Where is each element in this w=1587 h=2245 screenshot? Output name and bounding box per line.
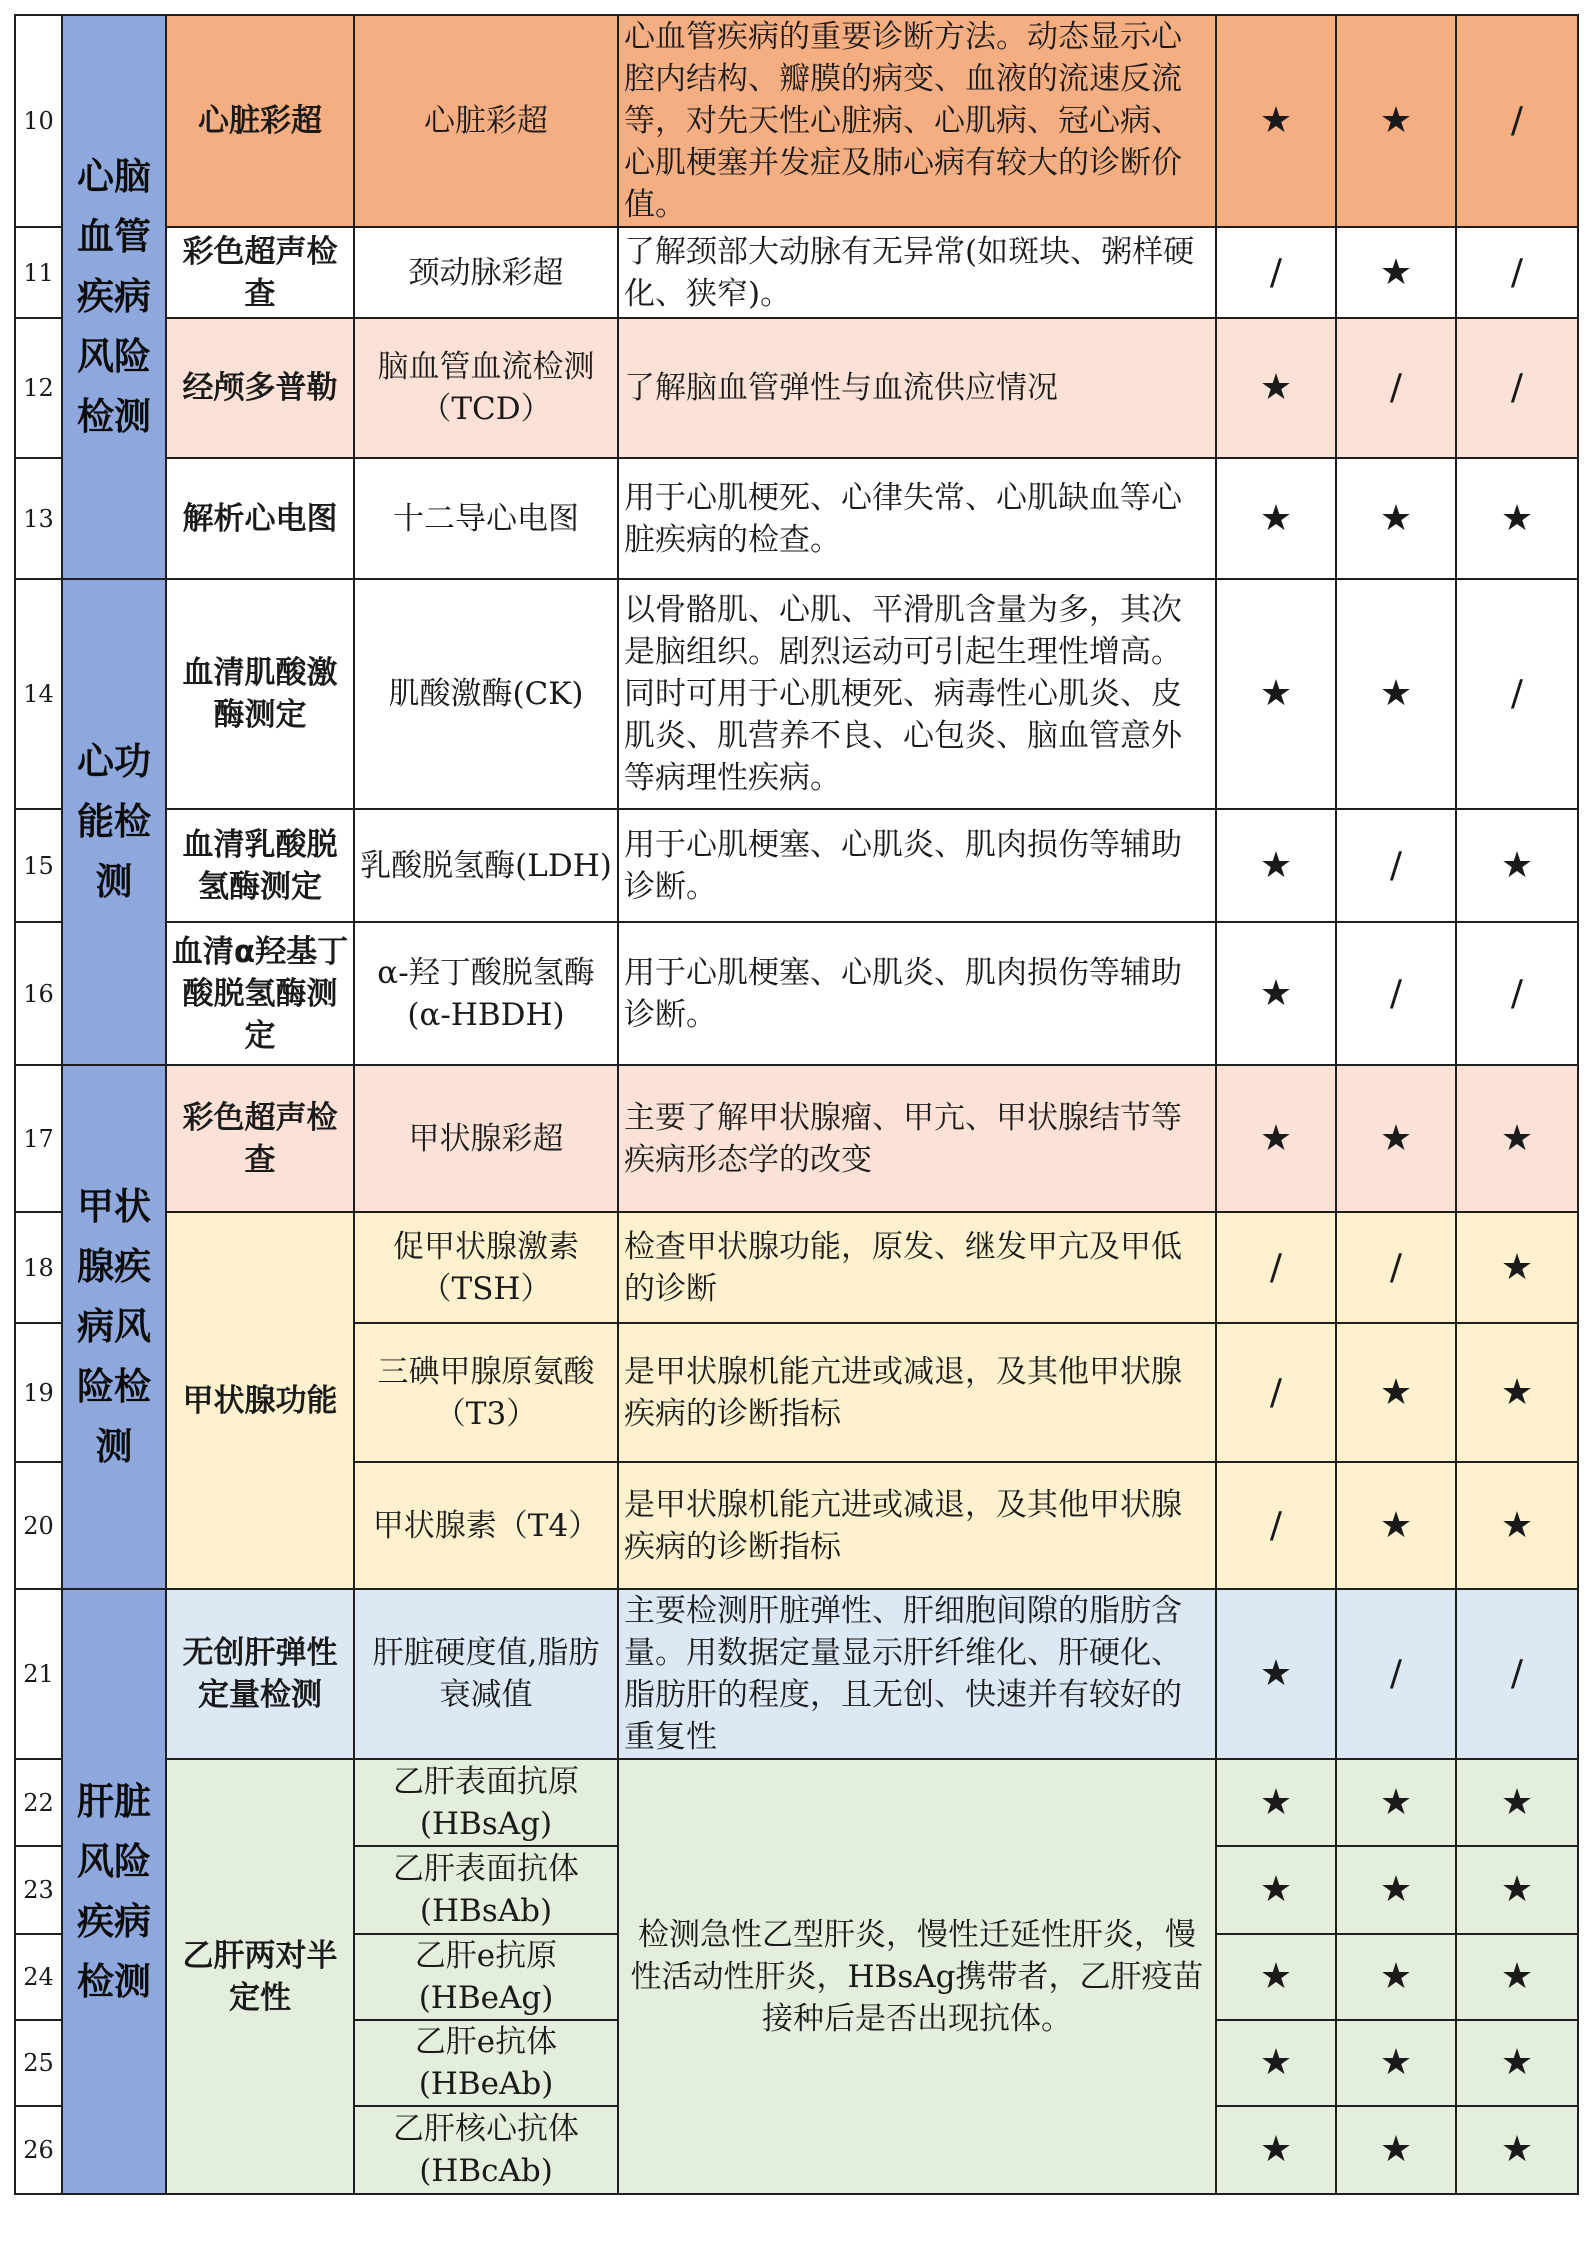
item-description: 是甲状腺机能亢进或减退，及其他甲状腺疾病的诊断指标 xyxy=(618,1462,1216,1589)
row-number: 20 xyxy=(15,1462,62,1589)
package-mark: / xyxy=(1336,922,1456,1065)
row-number: 12 xyxy=(15,318,62,458)
package-mark: / xyxy=(1216,227,1336,318)
package-mark: ★ xyxy=(1456,1462,1578,1589)
row-number: 11 xyxy=(15,227,62,318)
category-heart-function: 心功能检测 xyxy=(62,579,166,1065)
package-mark: / xyxy=(1456,1589,1578,1759)
row-number: 18 xyxy=(15,1212,62,1323)
package-mark: ★ xyxy=(1456,1212,1578,1323)
package-mark: ★ xyxy=(1456,458,1578,579)
package-mark: / xyxy=(1336,318,1456,458)
row-number: 17 xyxy=(15,1065,62,1212)
package-mark: ★ xyxy=(1216,1934,1336,2020)
item-description: 主要检测肝脏弹性、肝细胞间隙的脂肪含量。用数据定量显示肝纤维化、肝硬化、脂肪肝的程度，且无创、快速并有较好的重复性 xyxy=(618,1589,1216,1759)
table-row xyxy=(15,15,1578,227)
row-number: 13 xyxy=(15,458,62,579)
item-description: 是甲状腺机能亢进或减退，及其他甲状腺疾病的诊断指标 xyxy=(618,1323,1216,1462)
row-number: 14 xyxy=(15,579,62,809)
item-description: 了解颈部大动脉有无异常(如斑块、粥样硬化、狭窄)。 xyxy=(618,227,1216,318)
sub-item: 乳酸脱氢酶(LDH) xyxy=(354,809,618,922)
category-thyroid: 甲状腺疾病风险检测 xyxy=(62,1065,166,1589)
item-name: 血清肌酸激酶测定 xyxy=(166,579,354,809)
package-mark: ★ xyxy=(1336,1065,1456,1212)
package-mark: ★ xyxy=(1216,579,1336,809)
sub-item: 肌酸激酶(CK) xyxy=(354,579,618,809)
item-name: 彩色超声检查 xyxy=(166,1065,354,1212)
table-row xyxy=(15,809,1578,922)
item-name: 心脏彩超 xyxy=(166,15,354,227)
sub-item: α-羟丁酸脱氢酶(α-HBDH) xyxy=(354,922,618,1065)
row-number: 10 xyxy=(15,15,62,227)
package-mark: / xyxy=(1216,1462,1336,1589)
sub-item: 心脏彩超 xyxy=(354,15,618,227)
sub-item: 肝脏硬度值,脂肪衰减值 xyxy=(354,1589,618,1759)
item-name: 彩色超声检查 xyxy=(166,227,354,318)
table-row xyxy=(15,1065,1578,1212)
row-number: 24 xyxy=(15,1934,62,2020)
package-mark: ★ xyxy=(1456,2106,1578,2194)
item-description: 以骨骼肌、心肌、平滑肌含量为多，其次是脑组织。剧烈运动可引起生理性增高。同时可用于心肌梗死、病毒性心肌炎、皮肌炎、肌营养不良、心包炎、脑血管意外等病理性疾病。 xyxy=(618,579,1216,809)
sub-item: 甲状腺彩超 xyxy=(354,1065,618,1212)
item-name: 无创肝弹性定量检测 xyxy=(166,1589,354,1759)
package-mark: ★ xyxy=(1216,15,1336,227)
package-mark: ★ xyxy=(1336,15,1456,227)
item-description: 检查甲状腺功能，原发、继发甲亢及甲低的诊断 xyxy=(618,1212,1216,1323)
package-mark: ★ xyxy=(1216,1759,1336,1846)
package-mark: / xyxy=(1216,1212,1336,1323)
package-mark: / xyxy=(1456,579,1578,809)
item-name: 甲状腺功能 xyxy=(166,1212,354,1589)
package-mark: ★ xyxy=(1216,1589,1336,1759)
table-row xyxy=(15,922,1578,1065)
item-description: 了解脑血管弹性与血流供应情况 xyxy=(618,318,1216,458)
package-mark: ★ xyxy=(1216,1065,1336,1212)
package-mark: ★ xyxy=(1336,2106,1456,2194)
package-mark: ★ xyxy=(1456,2020,1578,2106)
sub-item: 乙肝核心抗体(HBcAb) xyxy=(354,2106,618,2194)
item-description: 用于心肌梗塞、心肌炎、肌肉损伤等辅助诊断。 xyxy=(618,809,1216,922)
table-row xyxy=(15,1589,1578,1759)
item-name: 乙肝两对半定性 xyxy=(166,1759,354,2194)
item-name: 解析心电图 xyxy=(166,458,354,579)
package-mark: ★ xyxy=(1456,1846,1578,1934)
package-mark: ★ xyxy=(1216,922,1336,1065)
package-mark: ★ xyxy=(1216,458,1336,579)
table-row xyxy=(15,579,1578,809)
item-description: 用于心肌梗塞、心肌炎、肌肉损伤等辅助诊断。 xyxy=(618,922,1216,1065)
package-mark: ★ xyxy=(1216,2106,1336,2194)
item-description: 主要了解甲状腺瘤、甲亢、甲状腺结节等疾病形态学的改变 xyxy=(618,1065,1216,1212)
row-number: 22 xyxy=(15,1759,62,1846)
package-mark: ★ xyxy=(1216,1846,1336,1934)
package-mark: ★ xyxy=(1456,1065,1578,1212)
table-row xyxy=(15,458,1578,579)
item-description: 检测急性乙型肝炎，慢性迁延性肝炎，慢性活动性肝炎，HBsAg携带者，乙肝疫苗接种后是否出现抗体。 xyxy=(618,1759,1216,2194)
package-mark: / xyxy=(1456,227,1578,318)
package-mark: ★ xyxy=(1336,1462,1456,1589)
package-mark: ★ xyxy=(1456,809,1578,922)
table-row xyxy=(15,227,1578,318)
package-mark: ★ xyxy=(1456,1759,1578,1846)
package-mark: / xyxy=(1456,922,1578,1065)
sub-item: 乙肝e抗体(HBeAb) xyxy=(354,2020,618,2106)
package-mark: ★ xyxy=(1336,579,1456,809)
sub-item: 脑血管血流检测（TCD） xyxy=(354,318,618,458)
sub-item: 促甲状腺激素（TSH） xyxy=(354,1212,618,1323)
package-mark: ★ xyxy=(1456,1934,1578,2020)
package-mark: ★ xyxy=(1336,458,1456,579)
row-number: 25 xyxy=(15,2020,62,2106)
package-mark: / xyxy=(1336,1589,1456,1759)
sub-item: 十二导心电图 xyxy=(354,458,618,579)
row-number: 26 xyxy=(15,2106,62,2194)
package-mark: ★ xyxy=(1336,1846,1456,1934)
sub-item: 甲状腺素（T4） xyxy=(354,1462,618,1589)
category-liver: 肝脏风险疾病检测 xyxy=(62,1589,166,2194)
item-name: 经颅多普勒 xyxy=(166,318,354,458)
package-mark: ★ xyxy=(1216,809,1336,922)
row-number: 23 xyxy=(15,1846,62,1934)
table-row xyxy=(15,1212,1578,1323)
package-mark: ★ xyxy=(1336,227,1456,318)
table-row xyxy=(15,318,1578,458)
exam-items-table xyxy=(14,14,1579,2195)
table-row xyxy=(15,1759,1578,1846)
package-mark: / xyxy=(1456,15,1578,227)
sub-item: 乙肝表面抗体(HBsAb) xyxy=(354,1846,618,1934)
package-mark: / xyxy=(1216,1323,1336,1462)
item-name: 血清乳酸脱氢酶测定 xyxy=(166,809,354,922)
package-mark: / xyxy=(1336,1212,1456,1323)
package-mark: / xyxy=(1456,318,1578,458)
item-description: 用于心肌梗死、心律失常、心肌缺血等心脏疾病的检查。 xyxy=(618,458,1216,579)
row-number: 21 xyxy=(15,1589,62,1759)
sub-item: 颈动脉彩超 xyxy=(354,227,618,318)
sub-item: 乙肝表面抗原(HBsAg) xyxy=(354,1759,618,1846)
item-description: 心血管疾病的重要诊断方法。动态显示心腔内结构、瓣膜的病变、血液的流速反流等，对先天性心脏病、心肌病、冠心病、心肌梗塞并发症及肺心病有较大的诊断价值。 xyxy=(618,15,1216,227)
category-cardio-cerebro: 心脑血管疾病风险检测 xyxy=(62,15,166,579)
package-mark: ★ xyxy=(1216,318,1336,458)
package-mark: ★ xyxy=(1336,1759,1456,1846)
package-mark: ★ xyxy=(1216,2020,1336,2106)
package-mark: ★ xyxy=(1336,1323,1456,1462)
row-number: 16 xyxy=(15,922,62,1065)
package-mark: ★ xyxy=(1336,1934,1456,2020)
row-number: 19 xyxy=(15,1323,62,1462)
package-mark: ★ xyxy=(1456,1323,1578,1462)
package-mark: ★ xyxy=(1336,2020,1456,2106)
row-number: 15 xyxy=(15,809,62,922)
package-mark: / xyxy=(1336,809,1456,922)
item-name: 血清α羟基丁酸脱氢酶测定 xyxy=(166,922,354,1065)
sub-item: 乙肝e抗原(HBeAg) xyxy=(354,1934,618,2020)
sub-item: 三碘甲腺原氨酸（T3） xyxy=(354,1323,618,1462)
